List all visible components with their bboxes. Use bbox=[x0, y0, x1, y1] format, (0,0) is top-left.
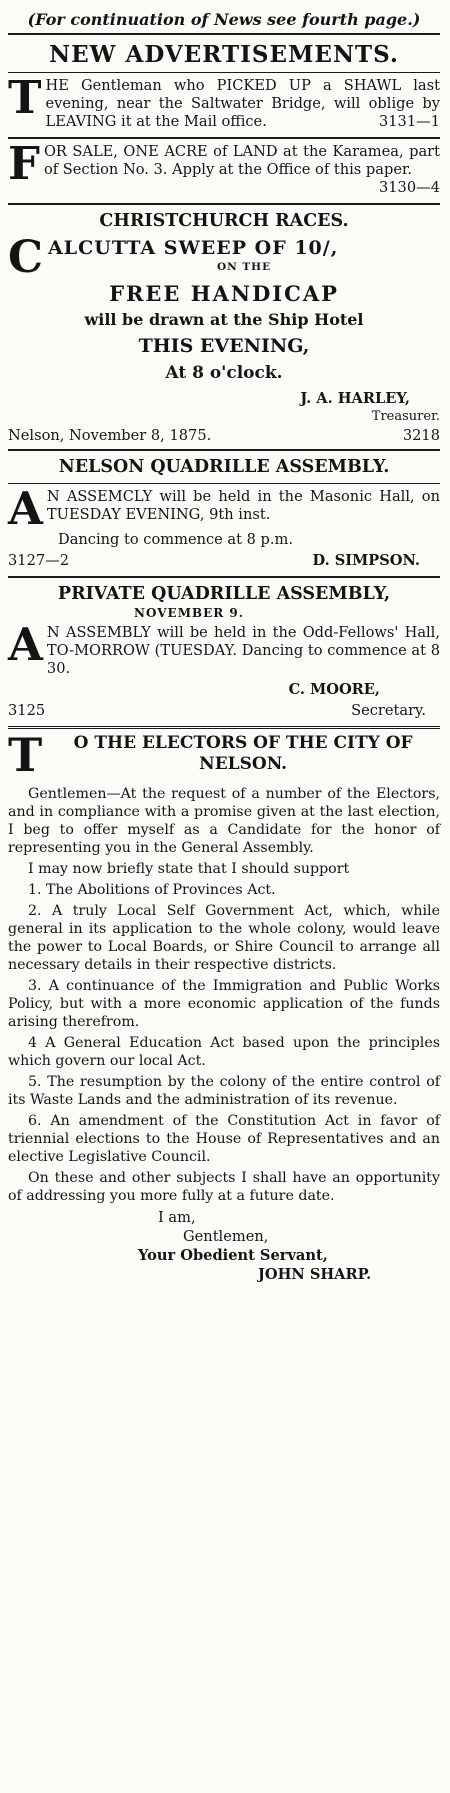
drop-cap: A bbox=[8, 618, 43, 671]
races-line1: ALCUTTA SWEEP OF 10/, bbox=[48, 237, 339, 259]
ad-reference: 3125 bbox=[8, 702, 46, 719]
drop-cap: T bbox=[8, 728, 43, 782]
electors-point-1: 1. The Abolitions of Provinces Act. bbox=[28, 882, 276, 898]
divider bbox=[8, 33, 440, 35]
divider bbox=[8, 483, 440, 484]
nelson-dancing: Dancing to commence at 8 p.m. bbox=[58, 531, 294, 548]
sign-line-2: Gentlemen, bbox=[183, 1228, 269, 1245]
divider bbox=[8, 203, 440, 205]
private-role: Secretary. bbox=[351, 702, 426, 719]
ad-text: N ASSEMCLY will be held in the Masonic Hall, on TUESDAY EVENING, 9th inst. bbox=[46, 488, 440, 523]
sign-line-4: JOHN SHARP. bbox=[258, 1266, 372, 1283]
drop-cap: C bbox=[8, 232, 45, 283]
sign-line-3: Your Obedient Servant, bbox=[138, 1247, 328, 1264]
electors-point-3: 3. A continuance of the Immigration and Public Works Policy, but with a more economic application of the funds arising therefrom. bbox=[8, 978, 440, 1030]
electors-point-2: 2. A truly Local Self Government Act, which, while general in its application to the whole colony, would leave the power to Local Boards, or Shire Council to arrange all necessary details in their respective districts. bbox=[8, 903, 440, 973]
private-name: C. MOORE, bbox=[288, 681, 380, 698]
ad-reference: 3131—1 bbox=[378, 113, 440, 130]
ad-text: HE Gentleman who PICKED UP a SHAWL last evening, near the Saltwater Bridge, will oblige by LEAVING it at the Mail office. bbox=[45, 77, 440, 130]
divider bbox=[8, 576, 440, 578]
section-title: NEW ADVERTISEMENTS. bbox=[49, 41, 399, 68]
races-time: At 8 o'clock. bbox=[165, 363, 283, 383]
electors-support: I may now briefly state that I should support bbox=[28, 861, 350, 877]
divider bbox=[8, 726, 440, 729]
drop-cap: F bbox=[8, 137, 40, 190]
divider bbox=[8, 72, 440, 73]
sign-line-1: I am, bbox=[158, 1209, 196, 1226]
nelson-sign-row bbox=[8, 551, 440, 570]
drop-cap: T bbox=[8, 71, 42, 124]
races-name: J. A. HARLEY, bbox=[300, 390, 410, 407]
races-drawn: will be drawn at the Ship Hotel bbox=[84, 310, 364, 329]
nelson-assembly-advertisement bbox=[8, 482, 440, 570]
electors-title: O THE ELECTORS OF THE CITY OF NELSON. bbox=[73, 733, 413, 774]
ad-text: OR SALE, ONE ACRE of LAND at the Karamea, part of Section No. 3. Apply at the Office of this paper. bbox=[43, 143, 440, 178]
electors-intro: Gentlemen—At the request of a number of the Electors, and in compliance with a promise given at the last election, I beg to offer myself as a Candidate for the honor of representing you in the General Assembly. bbox=[8, 786, 440, 856]
land-advertisement bbox=[8, 137, 440, 197]
continuation-note: (For continuation of News see fourth page.) bbox=[27, 10, 421, 29]
electors-point-5: 5. The resumption by the colony of the entire control of its Waste Lands and the administration of its revenue. bbox=[8, 1074, 440, 1108]
races-dateline: Nelson, November 8, 1875. bbox=[8, 427, 212, 444]
electors-closing: On these and other subjects I shall have an opportunity of addressing you more fully at a future date. bbox=[8, 1170, 440, 1204]
drop-cap: A bbox=[8, 482, 43, 535]
private-assembly-advertisement bbox=[8, 618, 440, 720]
ad-text: N ASSEMBLY will be held in the Odd-Fellows' Hall, TO-MORROW (TUESDAY. Dancing to commence at 8 30. bbox=[46, 624, 440, 677]
races-title: CHRISTCHURCH RACES. bbox=[99, 211, 349, 231]
divider bbox=[8, 449, 440, 451]
electors-point-6: 6. An amendment of the Constitution Act in favor of triennial elections to the House of Representatives and an elective Legislative Council. bbox=[8, 1113, 440, 1165]
shawl-advertisement bbox=[8, 71, 440, 131]
nelson-assembly-title: NELSON QUADRILLE ASSEMBLY. bbox=[58, 457, 390, 477]
divider bbox=[8, 137, 440, 139]
races-role: Treasurer. bbox=[371, 409, 440, 424]
electors-point-4: 4 A General Education Act based upon the principles which govern our local Act. bbox=[8, 1035, 440, 1069]
private-assembly-title: PRIVATE QUADRILLE ASSEMBLY, bbox=[57, 584, 391, 604]
ad-reference: 3127—2 bbox=[8, 552, 70, 569]
nelson-name: D. SIMPSON. bbox=[312, 552, 420, 569]
electors-address bbox=[8, 728, 440, 1284]
ad-reference: 3218 bbox=[402, 427, 440, 444]
ad-reference: 3130—4 bbox=[378, 179, 440, 196]
private-sign-row bbox=[8, 701, 440, 720]
races-advertisement bbox=[8, 232, 440, 445]
races-dateline-row bbox=[8, 426, 440, 445]
races-handicap: FREE HANDICAP bbox=[109, 281, 339, 306]
private-assembly-subtitle: NOVEMBER 9. bbox=[134, 606, 244, 620]
races-on-the: ON THE bbox=[216, 261, 272, 273]
races-evening: THIS EVENING, bbox=[138, 335, 310, 357]
